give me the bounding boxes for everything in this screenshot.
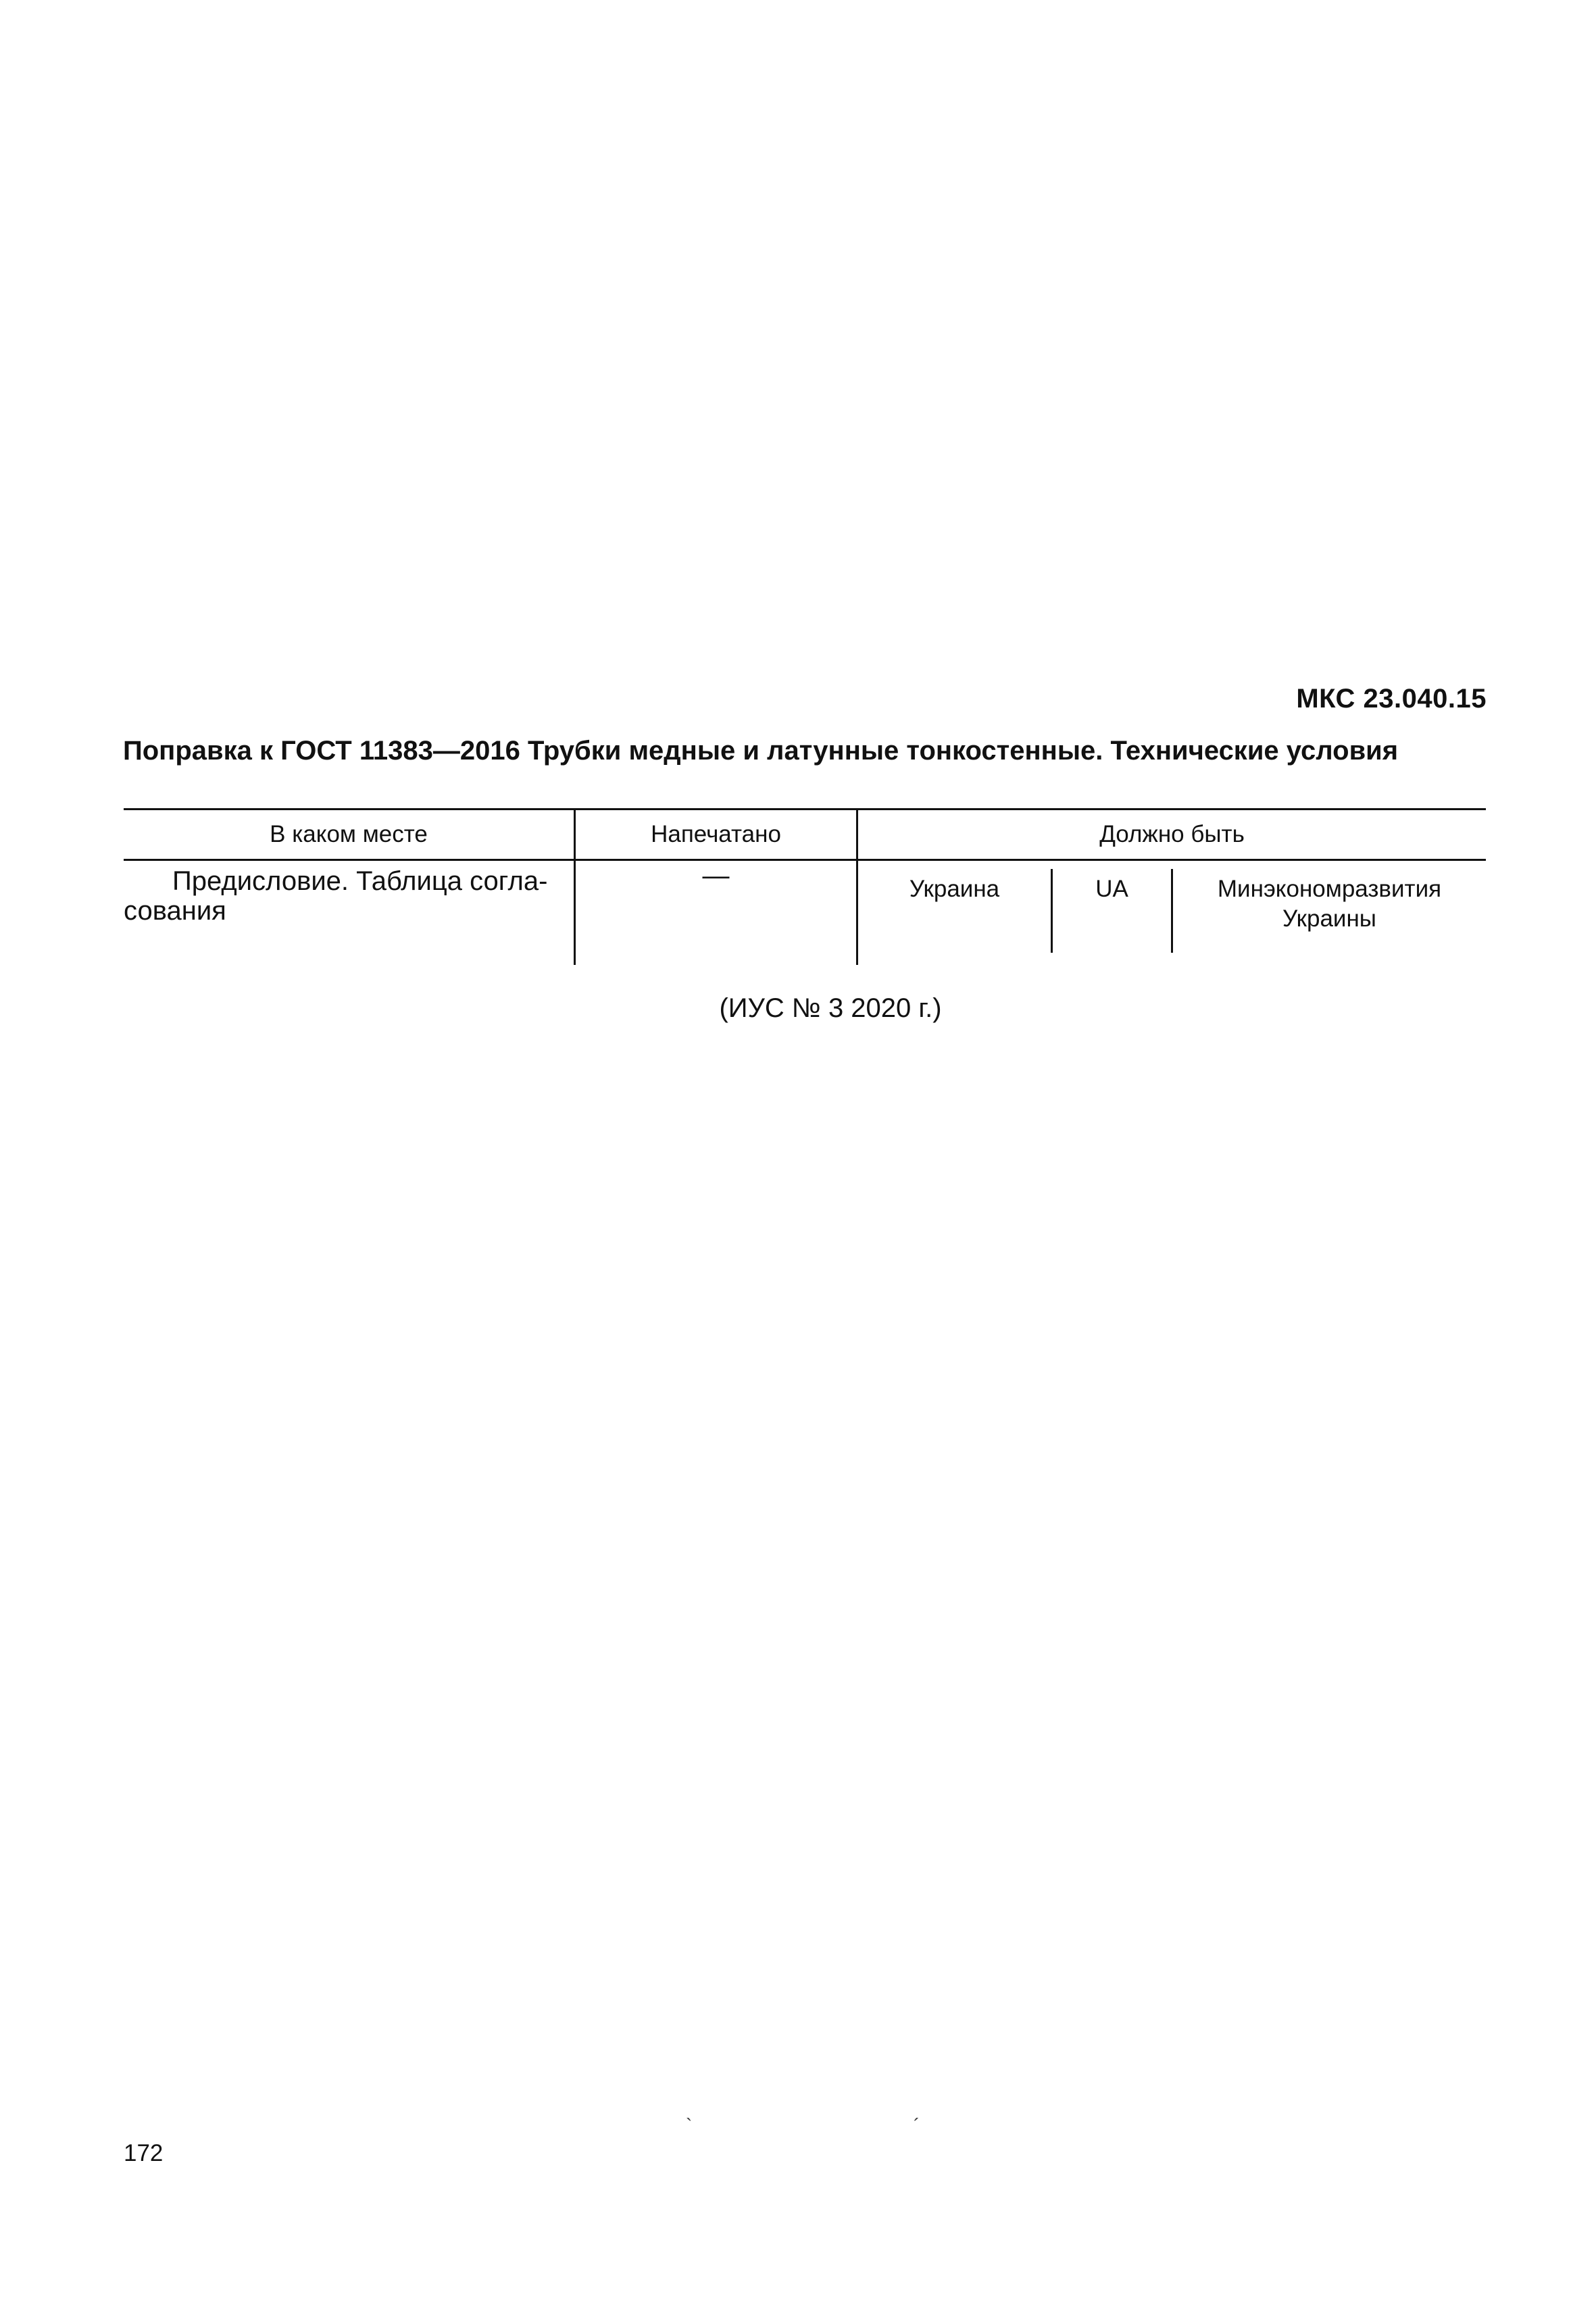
scan-mark-left: ` (686, 2115, 693, 2136)
should-be-authority (1173, 869, 1486, 953)
authority-line-1: Минэкономразвития (1217, 876, 1442, 902)
correction-table (124, 808, 1486, 965)
mks-code: МКС 23.040.15 (1296, 684, 1487, 714)
should-be-code: UA (1051, 869, 1173, 953)
should-be-country: Украина (909, 876, 1000, 902)
place-text-line-2: сования (124, 896, 226, 926)
document-title: Поправка к ГОСТ 11383—2016 Трубки медные и латунные тонкостенные. Технические условия (123, 736, 1399, 766)
place-text (124, 866, 567, 896)
table-header-row (124, 810, 1486, 860)
authority-line-2: Украины (1282, 905, 1376, 932)
cell-printed: — (575, 860, 857, 966)
table-row (124, 860, 1486, 966)
column-header-place: В каком месте (124, 810, 575, 860)
place-text-line-2-wrap (124, 896, 567, 926)
cell-place (124, 860, 575, 966)
column-header-printed: Напечатано (575, 810, 857, 860)
scan-mark-right: ´ (914, 2115, 920, 2136)
page-number: 172 (124, 2140, 164, 2166)
ius-text: (ИУС № 3 2020 г.) (719, 993, 942, 1023)
ius-reference (0, 993, 1596, 1024)
place-text-line-1: Предисловие. Таблица согла- (172, 866, 548, 896)
should-be-group (858, 869, 1486, 953)
column-header-should-be: Должно быть (857, 810, 1487, 860)
cell-should-be (857, 860, 1487, 966)
